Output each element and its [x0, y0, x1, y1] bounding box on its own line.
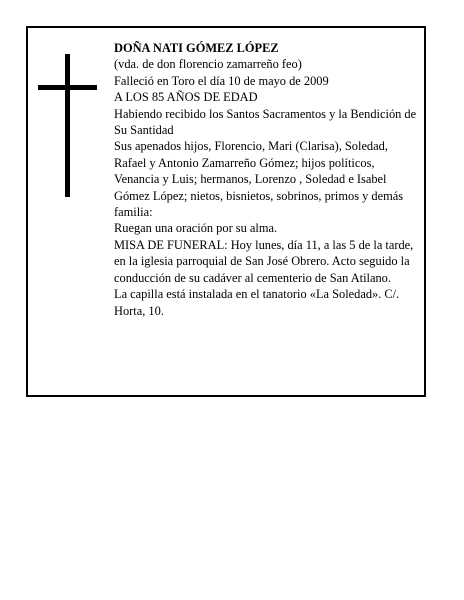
widow-of-line: (vda. de don florencio zamarreño feo) — [114, 57, 302, 72]
age-line: A LOS 85 AÑOS DE EDAD — [114, 90, 258, 105]
cross-icon-bar — [38, 85, 97, 90]
deceased-name: DOÑA NATI GÓMEZ LÓPEZ — [114, 41, 279, 55]
cross-icon — [65, 54, 70, 197]
obituary-text — [114, 40, 420, 319]
sacraments-paragraph: Habiendo recibido los Santos Sacramentos y la Bendición de Su Santidad — [114, 106, 417, 138]
funeral-paragraph: MISA DE FUNERAL: Hoy lunes, día 11, a las 5 de la tarde, en la iglesia parroquial de San José Obrero. Acto seguido la conducción de su cadáver al cementerio de San Atilano. — [114, 237, 414, 285]
chapel-paragraph: La capilla está instalada en el tanatorio «La Soledad». C/. Horta, 10. — [114, 287, 400, 318]
family-paragraph: Sus apenados hijos, Florencio, Mari (Clarisa), Soledad, Rafael y Antonio Zamarreño Gómez; hijos políticos, Venancia y Luis; hermanos, Lorenzo , Soledad e Isabel Gómez López; nietos, bisnietos, sobrinos, primos y demás familia: — [114, 139, 404, 220]
prayer-line: Ruegan una oración por su alma. — [114, 221, 278, 236]
death-line: Falleció en Toro el día 10 de mayo de 2009 — [114, 73, 329, 88]
